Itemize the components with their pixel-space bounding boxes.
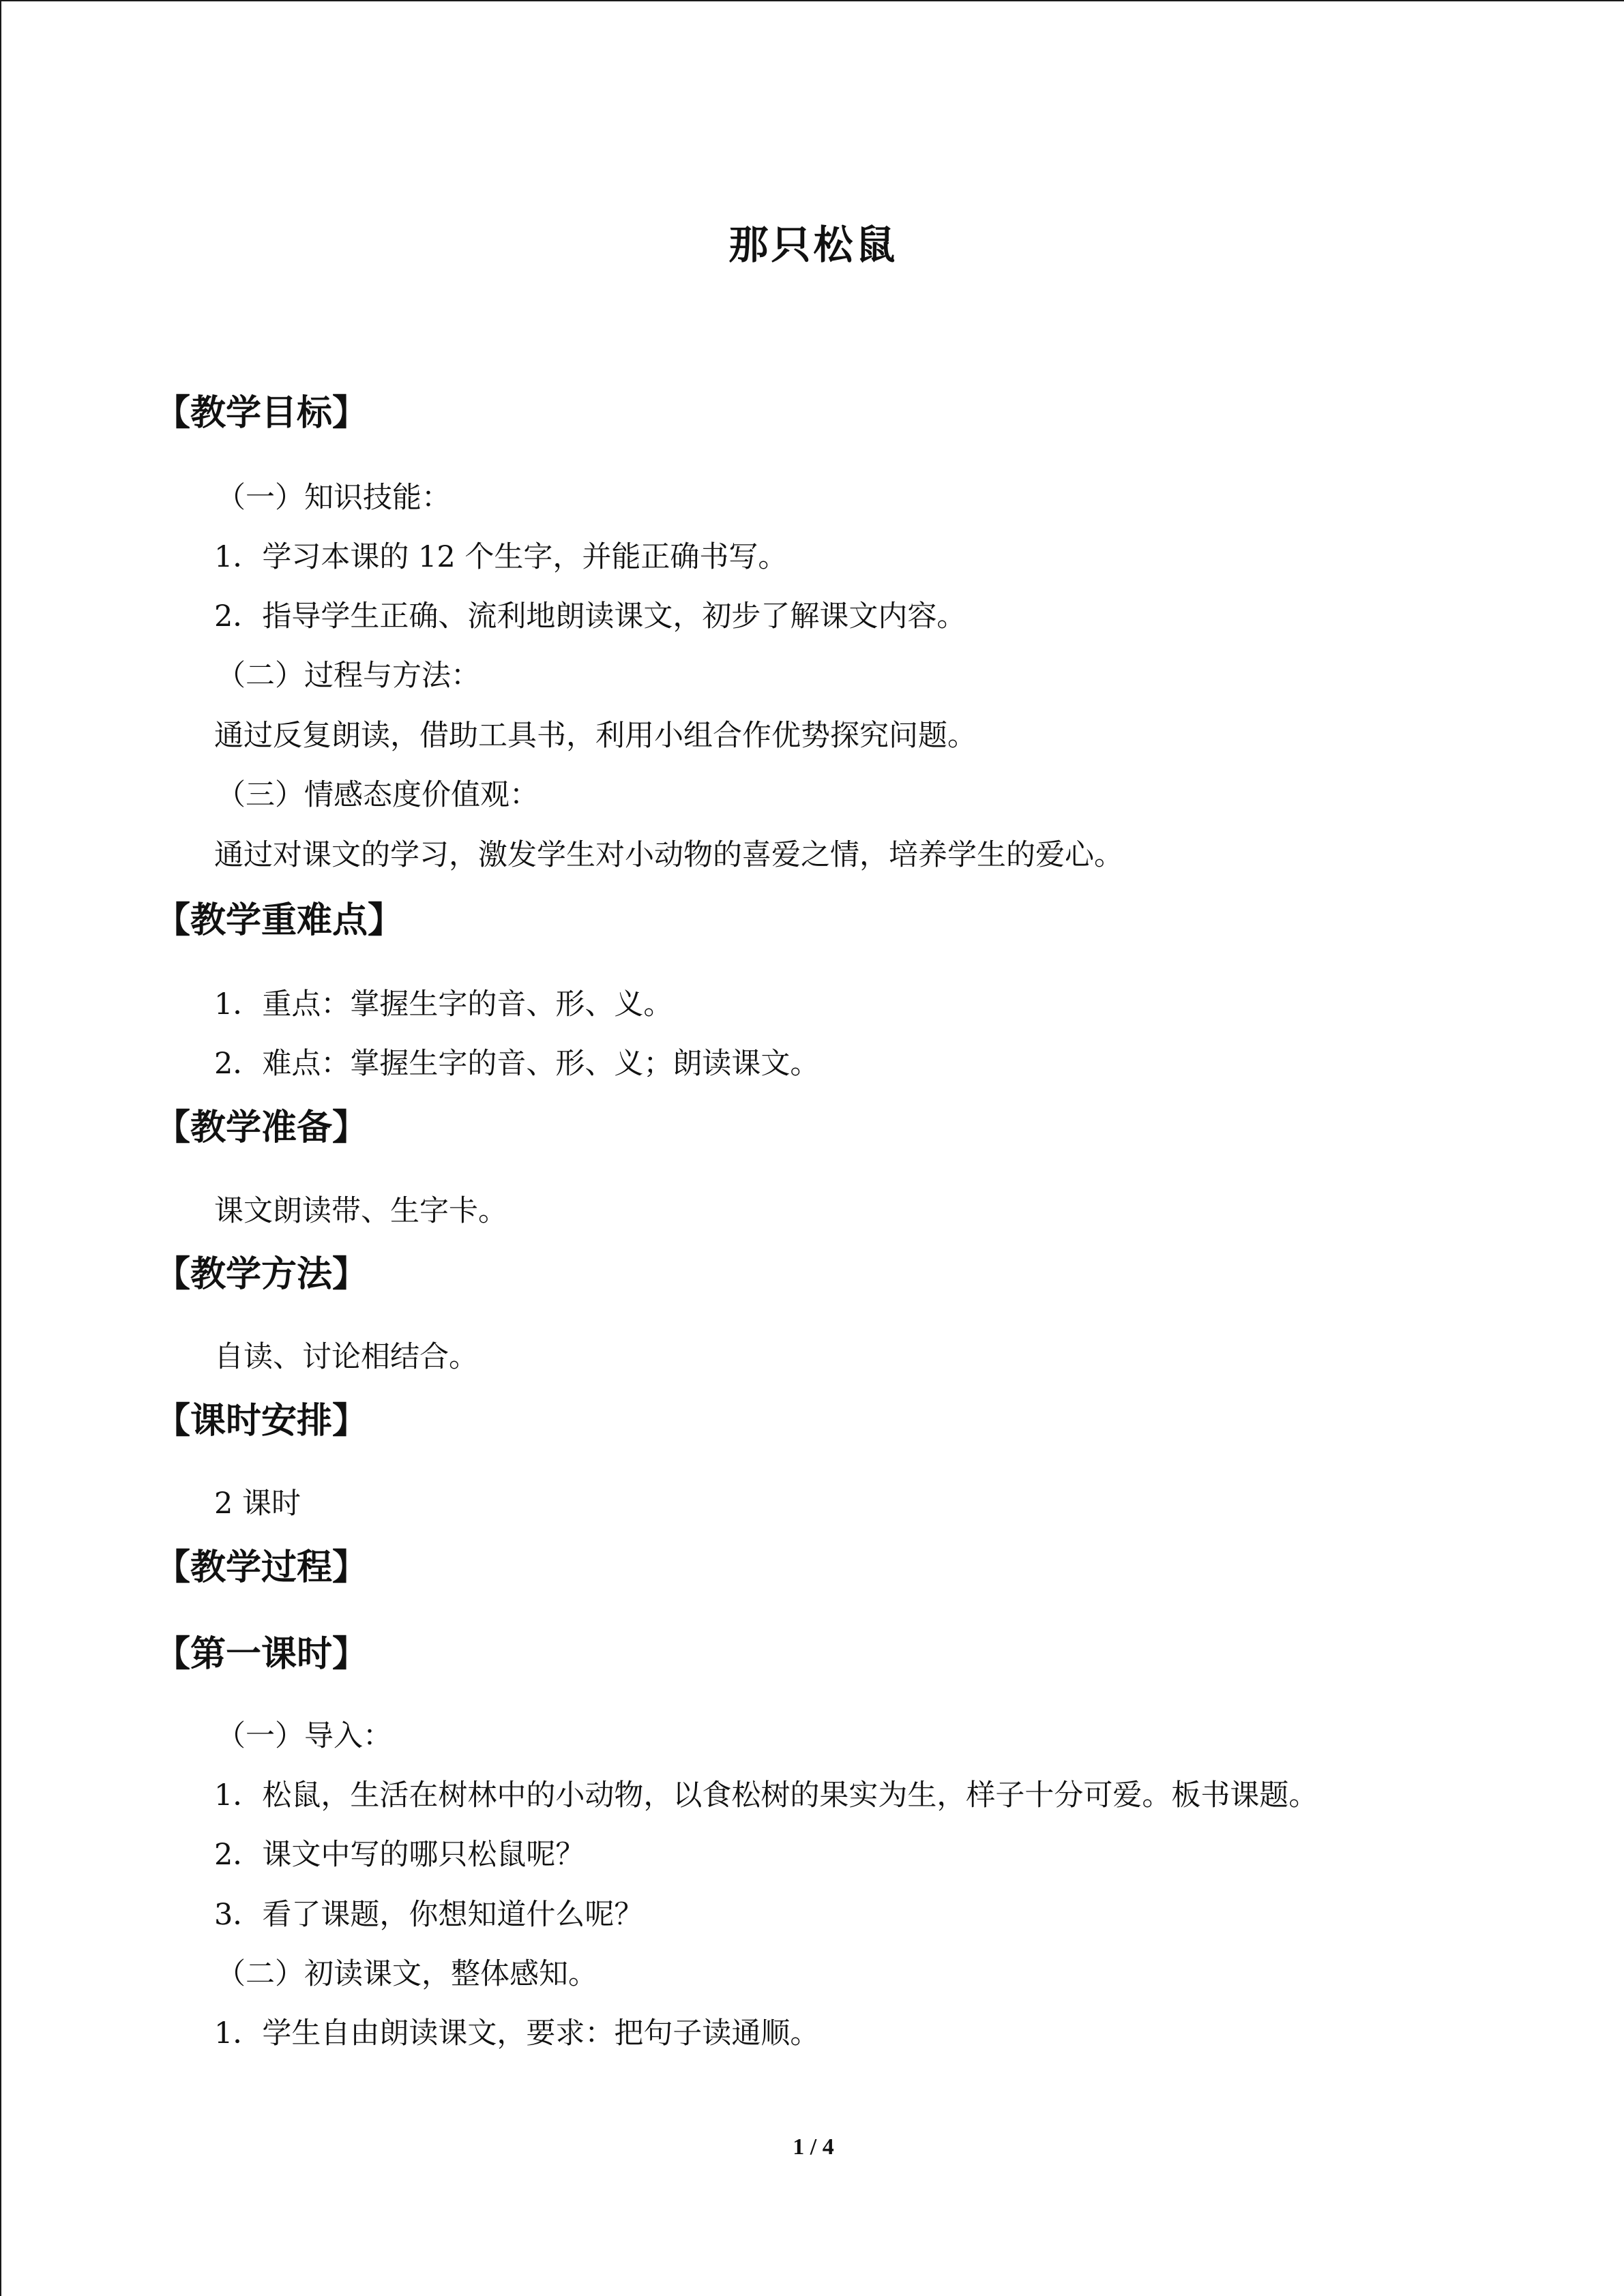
goals-emotion-text: 通过对课文的学习，激发学生对小动物的喜爱之情，培养学生的爱心。 [214,838,1123,872]
key-point-item-2: 2．难点：掌握生字的音、形、义；朗读课文。 [214,1047,820,1081]
methods-text: 自读、讨论相结合。 [214,1340,478,1374]
lesson-intro-heading: （一）导入： [216,1719,392,1753]
heading-methods: 【教学方法】 [155,1254,368,1295]
goals-knowledge-heading: （一）知识技能： [216,481,451,515]
heading-preparation: 【教学准备】 [155,1107,368,1148]
page-number: 1 / 4 [793,2134,834,2160]
lesson-intro-item-1: 1．松鼠，生活在树林中的小动物，以食松树的果实为生，样子十分可爱。板书课题。 [214,1778,1318,1813]
preparation-text: 课文朗读带、生字卡。 [214,1194,507,1228]
lesson-intro-item-2: 2．课文中写的哪只松鼠呢？ [214,1838,585,1872]
heading-schedule: 【课时安排】 [155,1401,368,1442]
lesson-intro-item-3: 3．看了课题，你想知道什么呢？ [214,1898,644,1932]
key-point-item-1: 1．重点：掌握生字的音、形、义。 [214,987,673,1022]
goals-knowledge-item-2: 2．指导学生正确、流利地朗读课文，初步了解课文内容。 [214,599,966,633]
goals-process-text: 通过反复朗读，借助工具书，利用小组合作优势探究问题。 [214,719,977,753]
goals-knowledge-item-1: 1．学习本课的 12 个生字，并能正确书写。 [214,540,788,574]
lesson-reading-heading: （二）初读课文，整体感知。 [216,1957,597,1991]
document-title: 那只松鼠 [728,222,898,268]
heading-teaching-goals: 【教学目标】 [155,393,368,434]
heading-lesson-one: 【第一课时】 [155,1634,368,1675]
goals-emotion-heading: （三）情感态度价值观： [216,778,539,812]
heading-key-points: 【教学重难点】 [155,900,404,941]
schedule-text: 2 课时 [214,1487,301,1521]
goals-process-heading: （二）过程与方法： [216,659,480,693]
heading-process: 【教学过程】 [155,1547,368,1588]
lesson-reading-item-1: 1．学生自由朗读课文，要求：把句子读通顺。 [214,2016,820,2051]
